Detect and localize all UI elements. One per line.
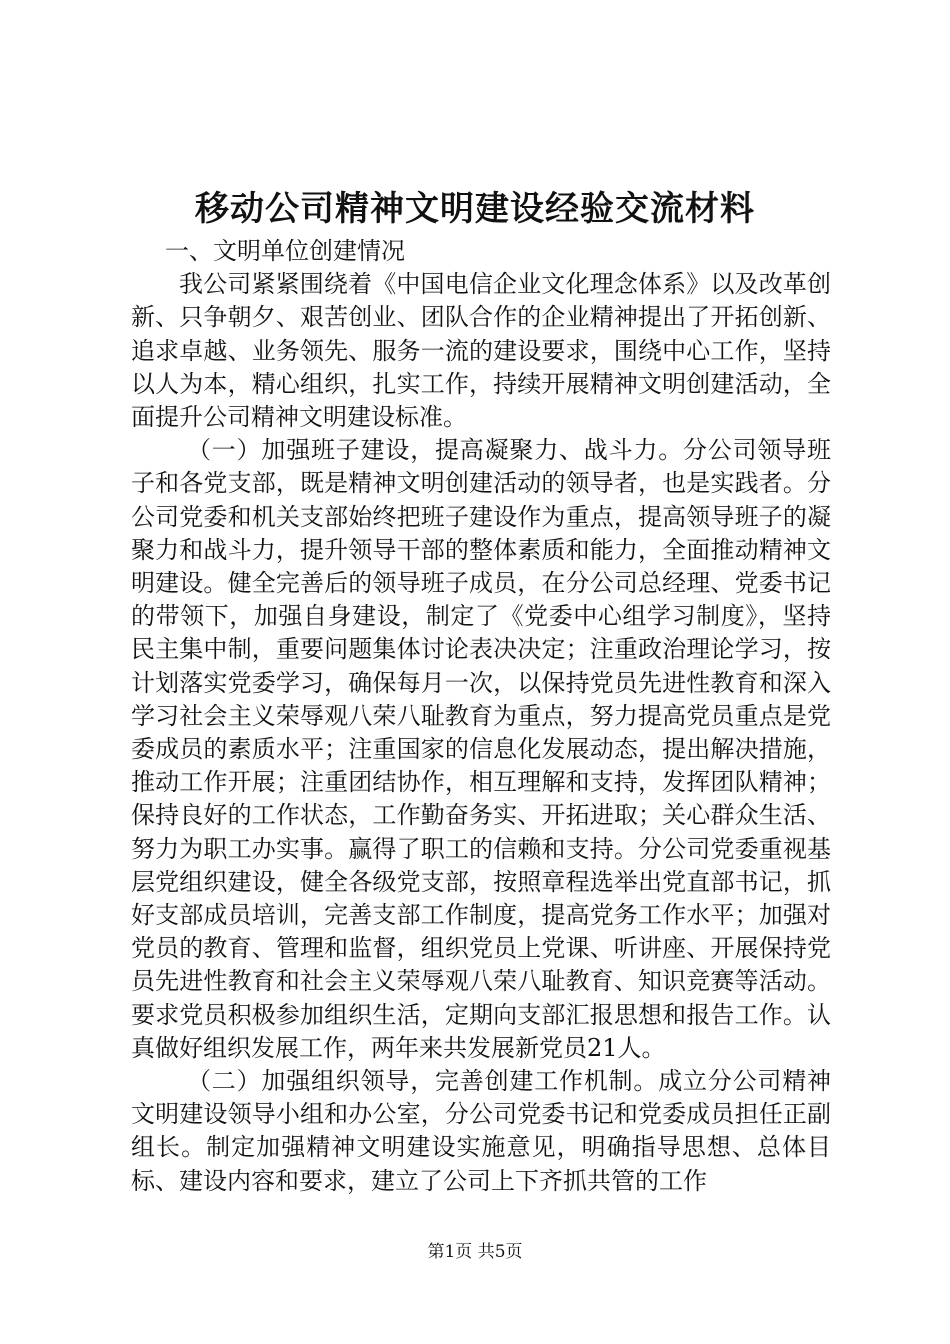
paragraph-team-building: （一）加强班子建设，提高凝聚力、战斗力。分公司领导班子和各党支部，既是精神文明创建活动的领导者，也是实践者。分公司党委和机关支部始终把班子建设作为重点，提高领导班子的凝聚力和战斗力，提升领导干部的整体素质和能力，全面推动精神文明建设。健全完善后的领导班子成员，在分公司总经理、党委书记的带领下，加强自身建设，制定了《党委中心组学习制度》，坚持民主集中制，重要问题集体讨论表决决定；注重政治理论学习，按计划落实党委学习，确保每月一次，以保持党员先进性教育和深入学习社会主义荣辱观八荣八耻教育为重点，努力提高党员重点是党委成员的素质水平；注重国家的信息化发展动态，提出解决措施，推动工作开展；注重团结协作，相互理解和支持，发挥团队精神；保持良好的工作状态，工作勤奋务实、开拓进取；关心群众生活、努力为职工办实事。赢得了职工的信赖和支持。分公司党委重视基层党组织建设，健全各级党支部，按照章程选举出党直部书记，抓好支部成员培训，完善支部工作制度，提高党务工作水平；加强对党员的教育、管理和监督，组织党员上党课、听讲座、开展保持党员先进性教育和社会主义荣辱观八荣八耻教育、知识竞赛等活动。要求党员积极参加组织生活，定期向支部汇报思想和报告工作。认真做好组织发展工作，两年来共发展新党员21人。 bbox=[131, 436, 831, 1062]
paragraph-organization: （二）加强组织领导，完善创建工作机制。成立分公司精神文明建设领导小组和办公室，分公司党委书记和党委成员担任正副组长。制定加强精神文明建设实施意见，明确指导思想、总体目标、建设内容和要求，建立了公司上下齐抓共管的工作 bbox=[131, 1067, 831, 1195]
section-heading: 一、文明单位创建情况 bbox=[165, 237, 405, 265]
document-body bbox=[131, 235, 831, 1198]
paragraph-intro: 我公司紧紧围绕着《中国电信企业文化理念体系》以及改革创新、只争朝夕、艰苦创业、团队合作的企业精神提出了开拓创新、追求卓越、业务领先、服务一流的建设要求，围绕中心工作，坚持以人为本，精心组织，扎实工作，持续开展精神文明创建活动，全面提升公司精神文明建设标准。 bbox=[131, 270, 831, 432]
document-title: 移动公司精神文明建设经验交流材料 bbox=[195, 189, 755, 229]
page-number: 第1页 共5页 bbox=[427, 1242, 523, 1262]
